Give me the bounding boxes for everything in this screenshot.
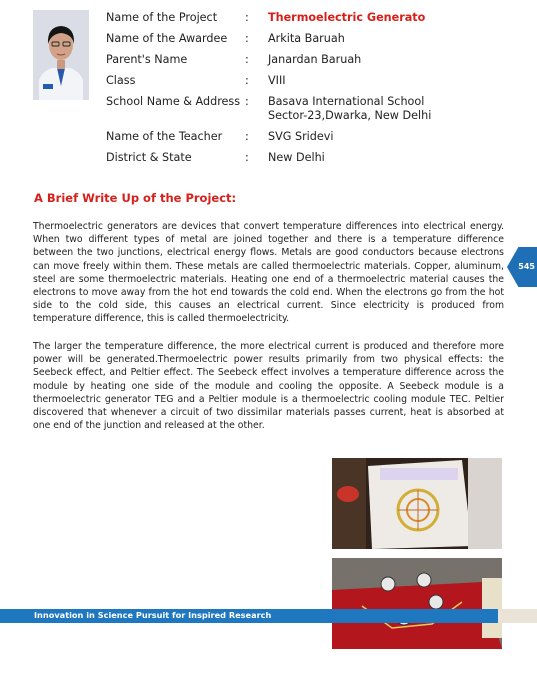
footer-banner	[0, 609, 537, 623]
separator: :	[245, 95, 249, 108]
parent-label: Parent's Name	[106, 53, 188, 66]
writeup-paragraph-1: Thermoelectric generators are devices that convert temperature differences into electrical energy. When two different types of metal are joined together and there is a temperature difference between the two junctions, electrical energy flows. Metals are good conductors because electrons can move freely within them. These metals are called thermoelectric materials. Copper, aluminum, steel are some thermoelectric materials. Heating one end of a thermoelectric material causes the electrons to move away from the hot end towards the cold end. When the electrons go from the hot side to the cold side, this causes an electrical current. Since electricity is produced from temperature difference, this is called thermoelectricity.	[33, 221, 504, 325]
footer-strip	[498, 609, 537, 623]
poster-illustration	[332, 458, 502, 549]
page-number: 545	[518, 262, 535, 271]
project-name-label: Name of the Project	[106, 11, 218, 24]
project-model-photo	[332, 558, 502, 649]
awardee-label: Name of the Awardee	[106, 32, 228, 45]
separator: :	[245, 151, 249, 164]
writeup-heading: A Brief Write Up of the Project:	[34, 191, 237, 205]
model-illustration	[332, 558, 502, 649]
school-name-value: Basava International School	[268, 95, 425, 108]
class-value: VIII	[268, 74, 286, 87]
school-label: School Name & Address	[106, 95, 241, 108]
district-label: District & State	[106, 151, 192, 164]
parent-value: Janardan Baruah	[268, 53, 362, 66]
class-label: Class	[106, 74, 136, 87]
separator: :	[245, 32, 249, 45]
project-name-value: Thermoelectric Generato	[268, 11, 426, 24]
student-portrait	[33, 10, 89, 100]
district-value: New Delhi	[268, 151, 325, 164]
separator: :	[245, 130, 249, 143]
separator: :	[245, 53, 249, 66]
footer-text: Innovation in Science Pursuit for Inspired Research	[34, 610, 272, 620]
separator: :	[245, 74, 249, 87]
awardee-value: Arkita Baruah	[268, 32, 345, 45]
awardee-photo	[33, 10, 89, 100]
teacher-label: Name of the Teacher	[106, 130, 223, 143]
project-poster-photo	[332, 458, 502, 549]
writeup-paragraph-2: The larger the temperature difference, the more electrical current is produced and therefore more power will be generated.Thermoelectric power results primarily from two physical effects: the Seebeck effect, and Peltier effect. The Seebeck effect involves a temperature difference across the module by heating one side of the module and cooling the opposite. A Seebeck module is a thermoelectric generator TEG and a Peltier module is a thermoelectric cooling module TEC. Peltier discovered that whenever a circuit of two dissimilar materials passes current, heat is absorbed at one end of the junction and released at the other.	[33, 341, 504, 432]
separator: :	[245, 11, 249, 24]
teacher-value: SVG Sridevi	[268, 130, 334, 143]
school-address-value: Sector-23,Dwarka, New Delhi	[268, 109, 432, 122]
